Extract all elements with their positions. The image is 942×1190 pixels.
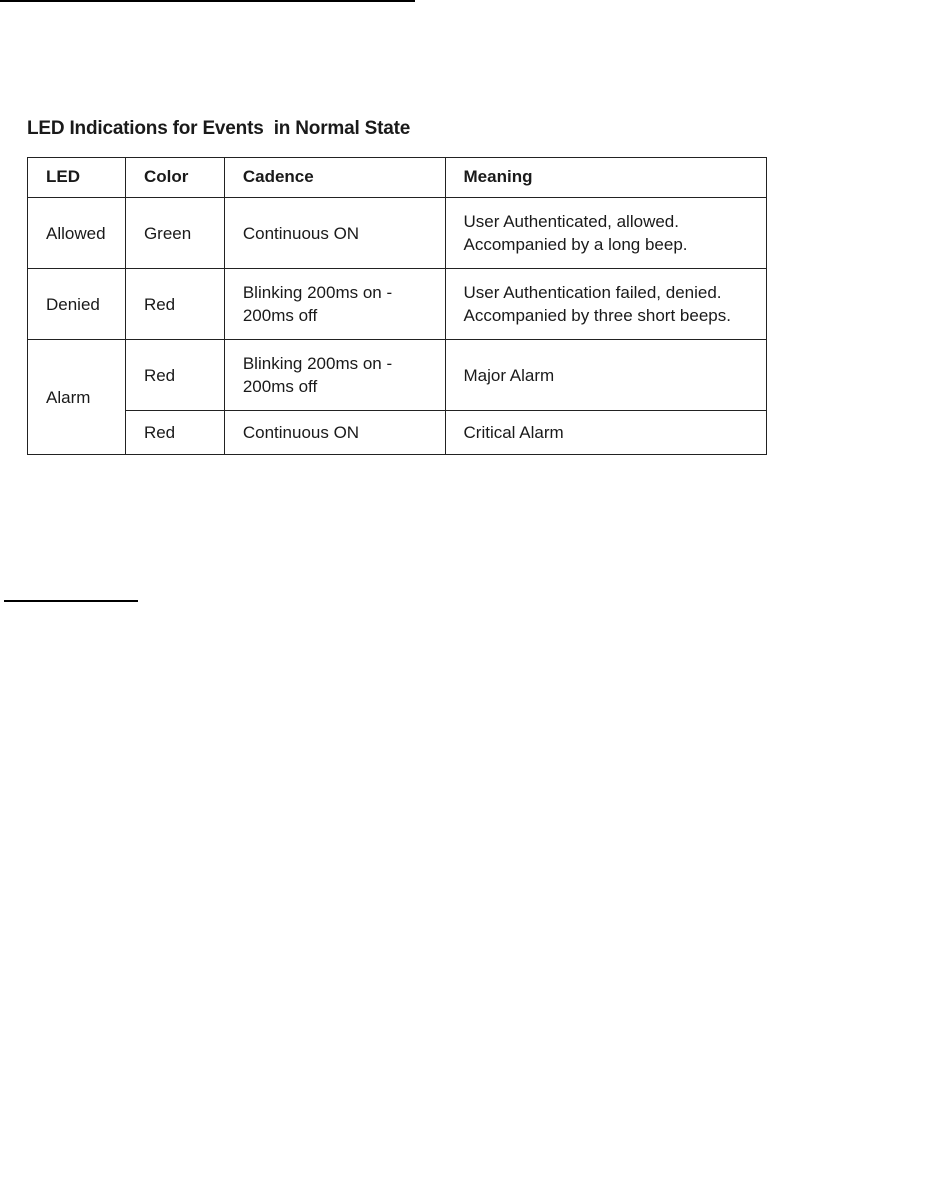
cadence-line: Continuous ON: [242, 423, 360, 442]
cell-led: Denied: [28, 269, 126, 340]
cell-cadence: [224, 411, 445, 455]
led-indications-table: [27, 157, 767, 455]
cell-color: Red: [125, 411, 224, 455]
cell-color: Red: [125, 340, 224, 411]
cell-meaning: [445, 411, 766, 455]
cell-meaning: [445, 340, 766, 411]
table-header-row: [28, 158, 767, 198]
table-row: [28, 198, 767, 269]
cell-cadence: [224, 198, 445, 269]
header-color: Color: [125, 158, 224, 198]
cell-cadence: [224, 269, 445, 340]
cadence-line: 200ms off: [242, 377, 318, 396]
cell-meaning: [445, 269, 766, 340]
cell-led: Allowed: [28, 198, 126, 269]
cell-led: Alarm: [28, 340, 126, 455]
cell-meaning: [445, 198, 766, 269]
header-led: LED: [28, 158, 126, 198]
cell-color: Green: [125, 198, 224, 269]
cadence-line: Blinking 200ms on -: [242, 354, 393, 373]
meaning-line: Critical Alarm: [463, 423, 564, 442]
top-divider: [0, 0, 415, 2]
meaning-line: User Authentication failed, denied.: [463, 283, 722, 302]
table-row: [28, 340, 767, 411]
meaning-line: Major Alarm: [463, 365, 555, 385]
section-divider: [4, 600, 138, 602]
header-cadence: Cadence: [224, 158, 445, 198]
table-row: [28, 411, 767, 455]
table-row: [28, 269, 767, 340]
header-meaning: Meaning: [445, 158, 766, 198]
cell-cadence: [224, 340, 445, 411]
meaning-line: User Authenticated, allowed.: [463, 212, 679, 231]
meaning-line: Accompanied by a long beep.: [463, 235, 688, 254]
table-caption: LED Indications for Events in Normal State: [27, 118, 411, 139]
cadence-line: 200ms off: [242, 306, 318, 325]
cell-color: Red: [125, 269, 224, 340]
meaning-line: Accompanied by three short beeps.: [463, 306, 731, 325]
cadence-line: Blinking 200ms on -: [242, 283, 393, 302]
cadence-line: Continuous ON: [242, 223, 360, 243]
